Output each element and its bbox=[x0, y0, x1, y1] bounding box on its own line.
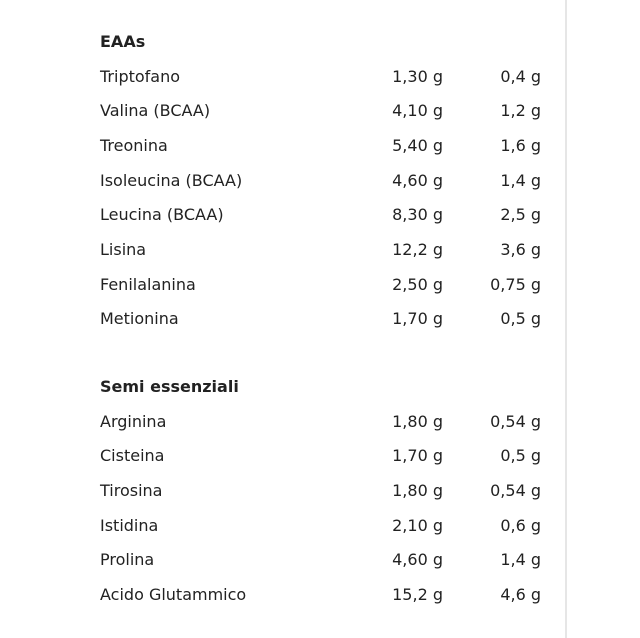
amount-per-100g: 12,2 g bbox=[392, 239, 443, 259]
section-semi-essenziali bbox=[100, 377, 541, 620]
amount-per-serving: 0,6 g bbox=[500, 515, 541, 535]
amount-per-serving: 1,4 g bbox=[500, 550, 541, 570]
amount-per-100g: 15,2 g bbox=[392, 584, 443, 604]
amount-per-100g: 2,10 g bbox=[392, 515, 443, 535]
amount-per-serving: 0,54 g bbox=[490, 411, 541, 431]
amount-per-serving: 3,6 g bbox=[500, 239, 541, 259]
amino-acid-name: Acido Glutammico bbox=[100, 584, 247, 604]
table-row bbox=[100, 240, 541, 275]
table-row bbox=[100, 481, 541, 516]
table-row bbox=[100, 205, 541, 240]
amount-per-100g: 1,30 g bbox=[392, 66, 443, 86]
vertical-divider bbox=[565, 0, 567, 638]
amount-per-100g: 5,40 g bbox=[392, 135, 443, 155]
amino-acid-name: Treonina bbox=[100, 135, 168, 155]
amino-acid-name: Lisina bbox=[100, 239, 147, 259]
amount-per-100g: 4,60 g bbox=[392, 170, 443, 190]
table-row bbox=[100, 550, 541, 585]
section-title: EAAs bbox=[100, 32, 146, 51]
amount-per-100g: 4,10 g bbox=[392, 101, 443, 121]
table-row bbox=[100, 412, 541, 447]
amount-per-100g: 4,60 g bbox=[392, 550, 443, 570]
amino-acid-name: Arginina bbox=[100, 411, 167, 431]
amount-per-serving: 2,5 g bbox=[500, 205, 541, 225]
amount-per-serving: 1,4 g bbox=[500, 170, 541, 190]
table-row bbox=[100, 446, 541, 481]
amino-acid-name: Prolina bbox=[100, 550, 155, 570]
amount-per-100g: 2,50 g bbox=[392, 274, 443, 294]
amino-acid-name: Metionina bbox=[100, 309, 179, 329]
amino-acid-name: Triptofano bbox=[100, 66, 181, 86]
amount-per-serving: 0,5 g bbox=[500, 309, 541, 329]
amino-acid-name: Tirosina bbox=[100, 480, 163, 500]
table-row bbox=[100, 136, 541, 171]
amount-per-100g: 1,70 g bbox=[392, 309, 443, 329]
table-row bbox=[100, 67, 541, 102]
table-row bbox=[100, 171, 541, 206]
table-row bbox=[100, 516, 541, 551]
amount-per-100g: 1,80 g bbox=[392, 480, 443, 500]
amount-per-serving: 1,6 g bbox=[500, 135, 541, 155]
amount-per-serving: 0,75 g bbox=[490, 274, 541, 294]
amount-per-serving: 4,6 g bbox=[500, 584, 541, 604]
amino-acid-name: Valina (BCAA) bbox=[100, 101, 211, 121]
amino-acid-name: Isoleucina (BCAA) bbox=[100, 170, 243, 190]
amount-per-serving: 1,2 g bbox=[500, 101, 541, 121]
amount-per-100g: 1,70 g bbox=[392, 446, 443, 466]
table-row bbox=[100, 585, 541, 620]
amount-per-serving: 0,4 g bbox=[500, 66, 541, 86]
table-row bbox=[100, 309, 541, 344]
amount-per-serving: 0,54 g bbox=[490, 480, 541, 500]
amount-per-100g: 8,30 g bbox=[392, 205, 443, 225]
amino-acid-name: Cisteina bbox=[100, 446, 165, 466]
table-row bbox=[100, 101, 541, 136]
amino-acid-name: Leucina (BCAA) bbox=[100, 205, 224, 225]
table-row bbox=[100, 275, 541, 310]
amino-acid-name: Istidina bbox=[100, 515, 159, 535]
amount-per-100g: 1,80 g bbox=[392, 411, 443, 431]
amount-per-serving: 0,5 g bbox=[500, 446, 541, 466]
section-title: Semi essenziali bbox=[100, 377, 239, 396]
amino-acid-name: Fenilalanina bbox=[100, 274, 196, 294]
section-eaas bbox=[100, 32, 541, 344]
